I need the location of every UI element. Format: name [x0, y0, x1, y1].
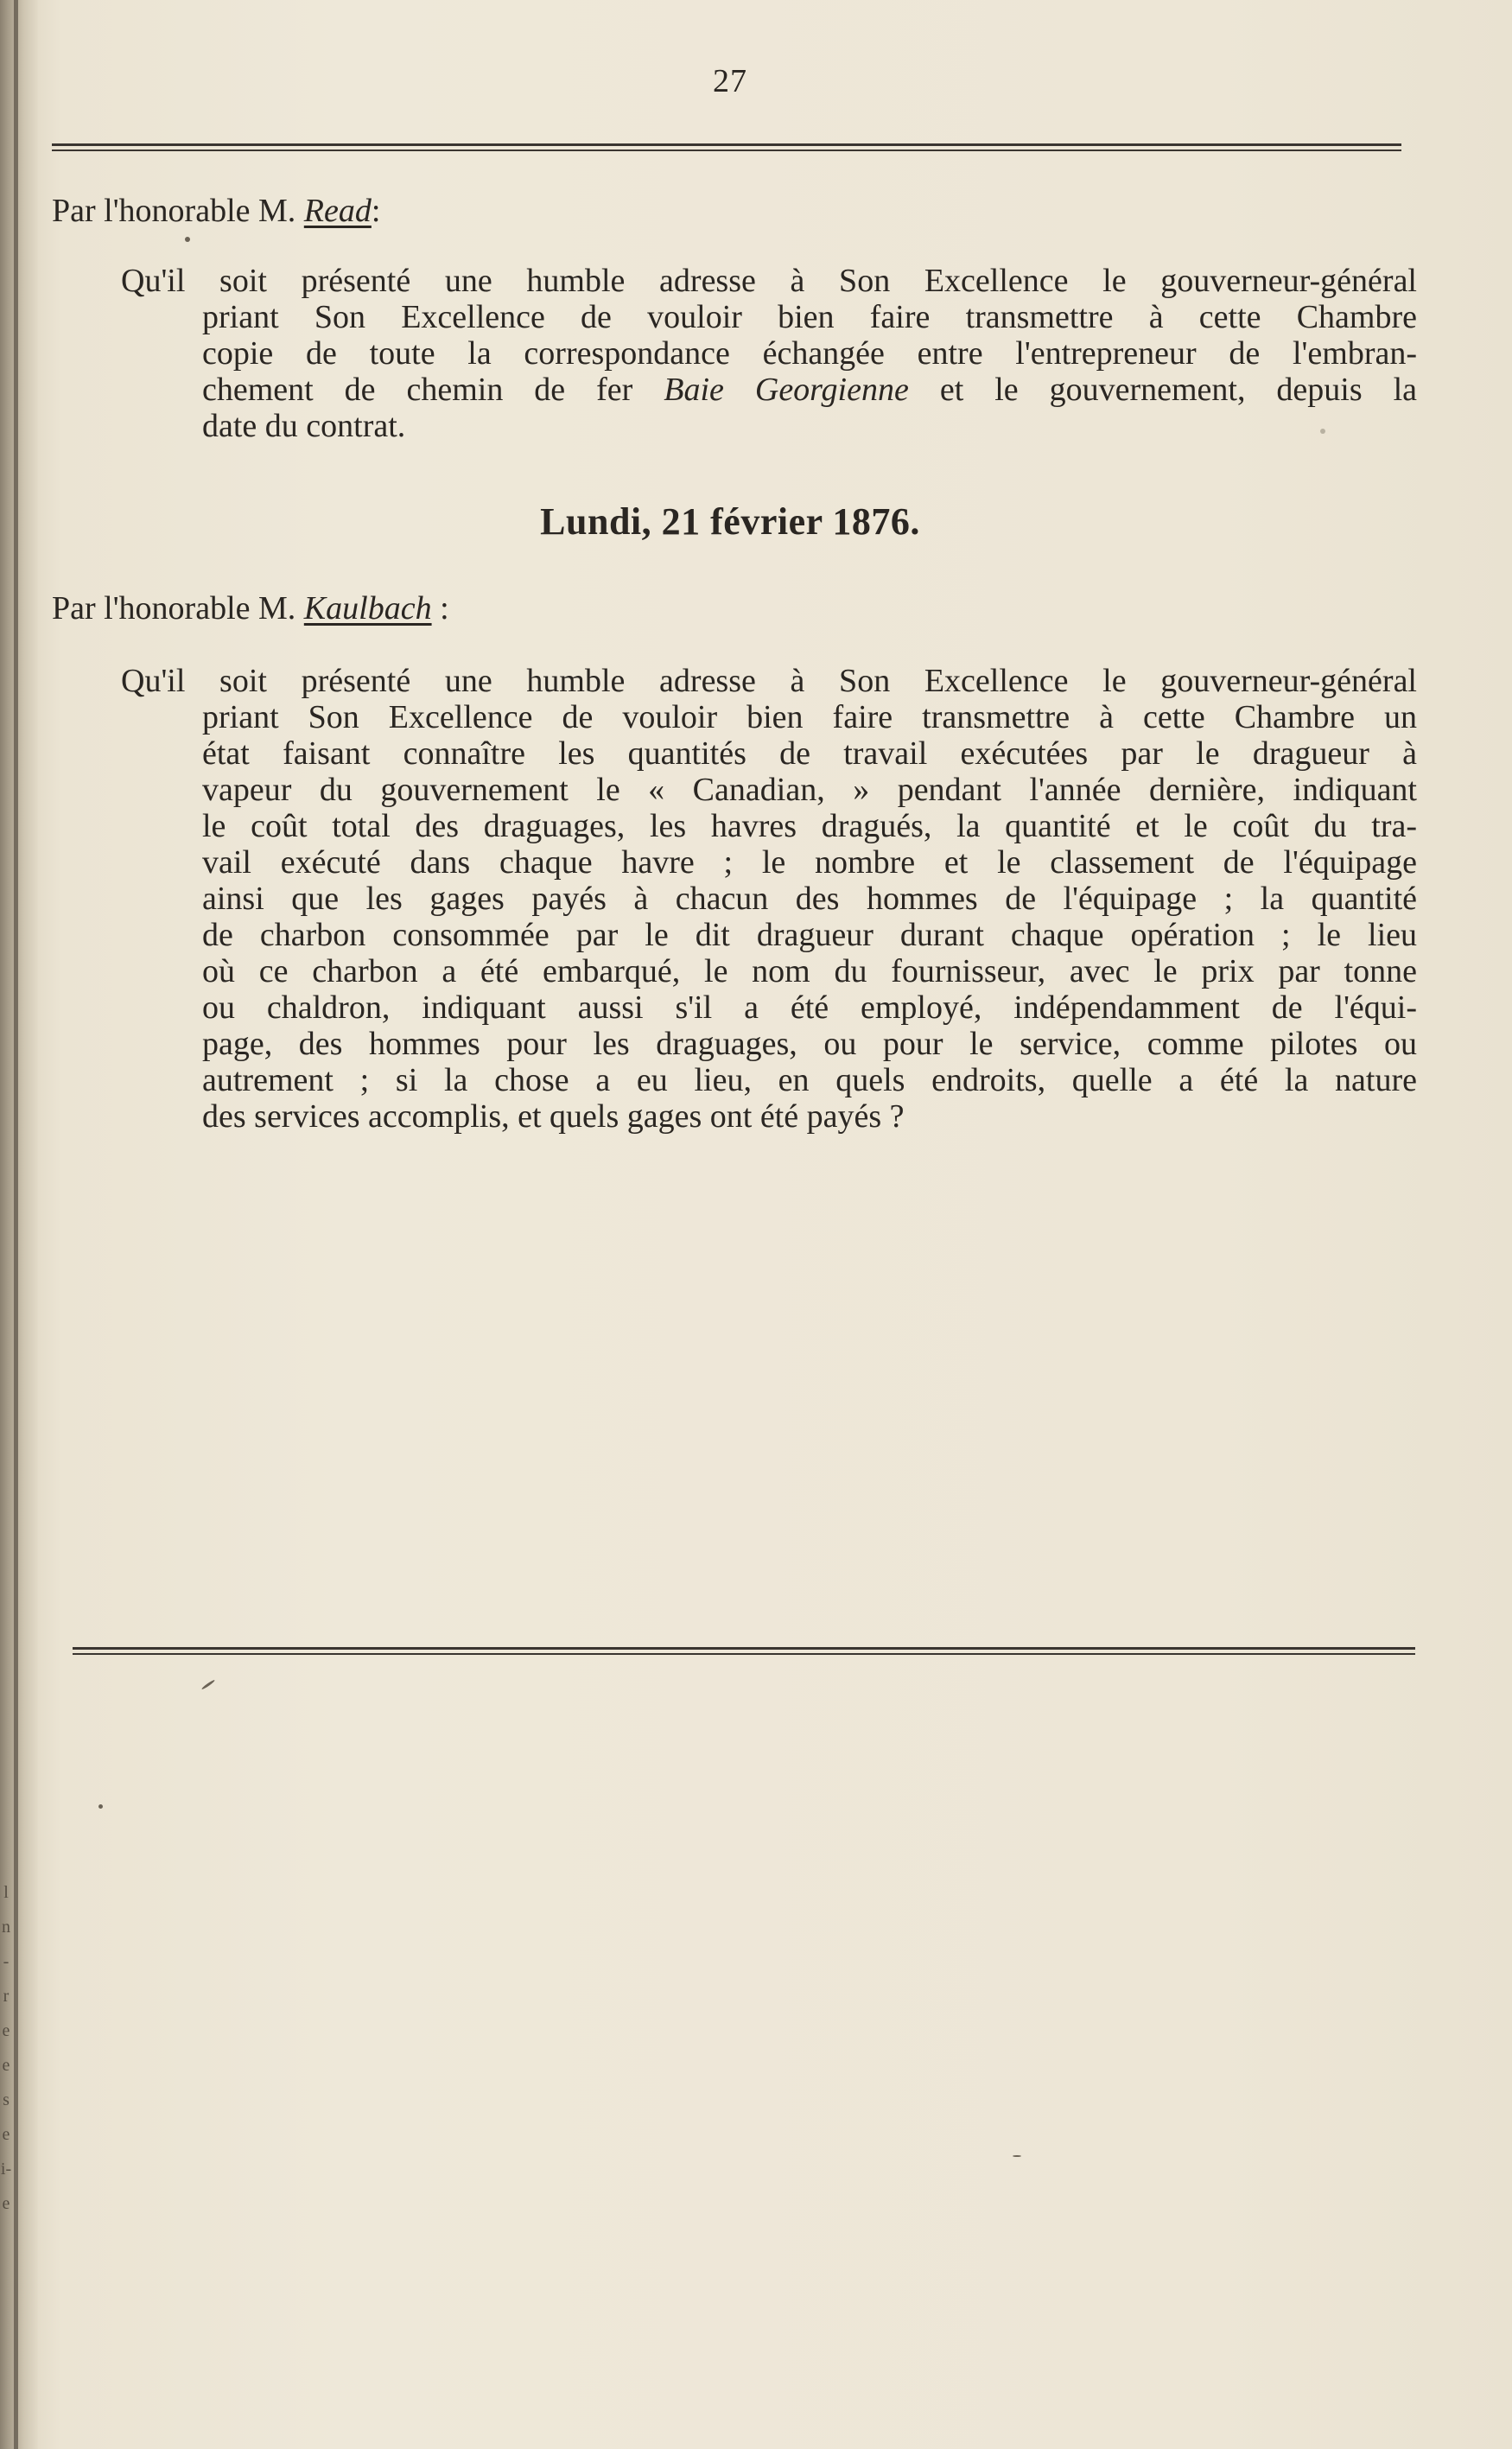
margin-fragment: i-: [0, 2160, 12, 2179]
intro-prefix: Par l'honorable M.: [52, 193, 296, 229]
intro-suffix: :: [371, 193, 381, 229]
margin-fragment: s: [3, 2090, 10, 2109]
motion-line: des services accomplis, et quels gages ont été payés ?: [202, 1098, 905, 1135]
member-name: Kaulbach: [303, 590, 432, 627]
line-part: et le gouvernement, depuis la: [939, 372, 1418, 408]
motion-line: autrement ; si la chose a eu lieu, en quels endroits, quelle a été la nature: [202, 1062, 1417, 1098]
motion-line: priant Son Excellence de vouloir bien faire transmettre à cette Chambre: [202, 299, 1417, 335]
paper-speck: [1013, 2155, 1021, 2157]
margin-fragment: e: [2, 2021, 10, 2040]
motion-intro-kaulbach: [52, 589, 449, 627]
line-part: chement de chemin de fer: [202, 372, 633, 408]
intro-suffix: :: [440, 590, 449, 627]
motion-line: le coût total des draguages, les havres dragués, la quantité et le coût du tra-: [202, 808, 1417, 844]
margin-fragments: [0, 1875, 12, 2221]
margin-fragment: e: [2, 2125, 10, 2144]
motion-line: copie de toute la correspondance échangée entre l'entrepreneur de l'embran-: [202, 335, 1417, 372]
member-name: Read: [303, 193, 372, 229]
top-double-rule: [52, 143, 1401, 151]
motion-line: priant Son Excellence de vouloir bien faire transmettre à cette Chambre un: [202, 699, 1417, 735]
motion-line: Qu'il soit présenté une humble adresse à Son Excellence le gouverneur-général: [121, 663, 1417, 699]
motion-text-read: [121, 263, 1417, 444]
motion-text-kaulbach: [121, 663, 1417, 1135]
motion-line: de charbon consommée par le dit dragueur durant chaque opération ; le lieu: [202, 917, 1417, 953]
paper-speck: [185, 237, 190, 242]
bottom-double-rule: [73, 1647, 1415, 1655]
paper-speck: [201, 1679, 215, 1690]
intro-prefix: Par l'honorable M.: [52, 590, 296, 627]
motion-line: vail exécuté dans chaque havre ; le nombre et le classement de l'équipage: [202, 844, 1417, 881]
motion-line: [202, 372, 1417, 408]
motion-line: où ce charbon a été embarqué, le nom du fournisseur, avec le prix par tonne: [202, 953, 1417, 989]
paper-speck: [1320, 429, 1325, 434]
paper-speck: [98, 1804, 103, 1809]
page-number: 27: [713, 63, 747, 99]
motion-line: date du contrat.: [202, 408, 406, 444]
motion-intro-read: [52, 192, 380, 230]
margin-fragment: l: [3, 1883, 9, 1902]
date-heading: Lundi, 21 février 1876.: [540, 500, 920, 543]
motion-line: vapeur du gouvernement le « Canadian, » pendant l'année dernière, indiquant: [202, 772, 1417, 808]
motion-line: ainsi que les gages payés à chacun des hommes de l'équipage ; la quantité: [202, 881, 1417, 917]
margin-fragment: n: [2, 1918, 10, 1937]
railway-name: Baie Georgienne: [664, 372, 909, 408]
motion-line: ou chaldron, indiquant aussi s'il a été employé, indépendamment de l'équi-: [202, 989, 1417, 1026]
margin-fragment: e: [2, 2056, 10, 2075]
motion-line: Qu'il soit présenté une humble adresse à Son Excellence le gouverneur-général: [121, 263, 1417, 299]
binding-line: [14, 0, 18, 2449]
margin-fragment: e: [2, 2194, 10, 2213]
margin-fragment: -: [3, 1952, 10, 1971]
motion-line: page, des hommes pour les draguages, ou pour le service, comme pilotes ou: [202, 1026, 1417, 1062]
margin-fragment: r: [3, 1987, 10, 2006]
motion-line: état faisant connaître les quantités de travail exécutées par le dragueur à: [202, 735, 1417, 772]
